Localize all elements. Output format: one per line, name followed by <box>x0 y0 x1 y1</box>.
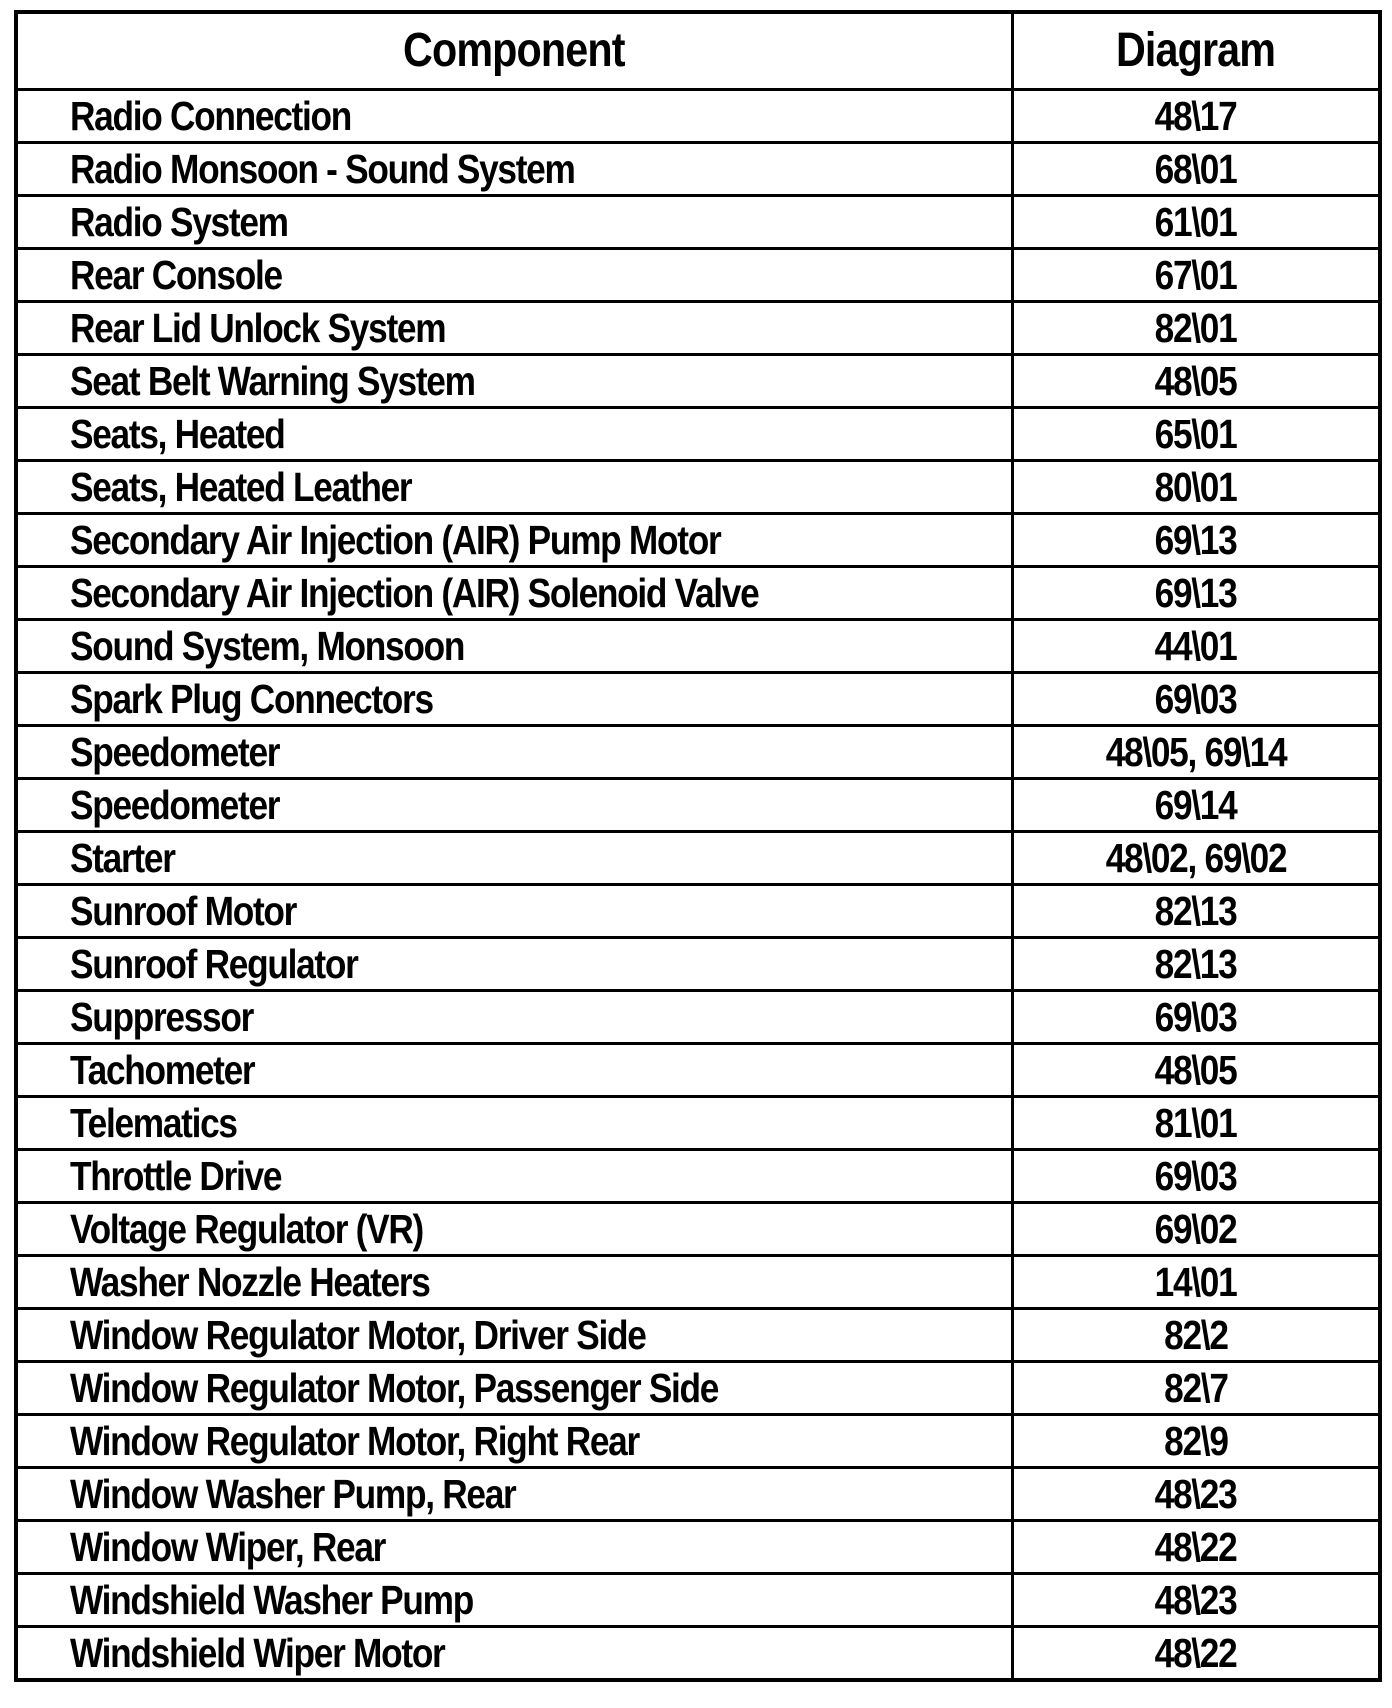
table-body <box>16 90 1380 1681</box>
diagram-cell: 48\23 <box>1012 1574 1380 1627</box>
table-row <box>16 1468 1380 1521</box>
diagram-cell: 48\05 <box>1012 355 1380 408</box>
component-cell: Window Regulator Motor, Driver Side <box>16 1309 1012 1362</box>
diagram-cell: 81\01 <box>1012 1097 1380 1150</box>
column-header-diagram: Diagram <box>1012 12 1380 90</box>
column-header-component: Component <box>16 12 1012 90</box>
component-cell: Sound System, Monsoon <box>16 620 1012 673</box>
component-cell: Telematics <box>16 1097 1012 1150</box>
diagram-cell: 69\03 <box>1012 673 1380 726</box>
diagram-cell: 48\05, 69\14 <box>1012 726 1380 779</box>
table-row <box>16 620 1380 673</box>
component-cell: Secondary Air Injection (AIR) Solenoid Valve <box>16 567 1012 620</box>
table-row <box>16 726 1380 779</box>
component-cell: Suppressor <box>16 991 1012 1044</box>
diagram-cell: 69\13 <box>1012 514 1380 567</box>
diagram-cell: 69\02 <box>1012 1203 1380 1256</box>
component-cell: Windshield Wiper Motor <box>16 1627 1012 1681</box>
diagram-cell: 67\01 <box>1012 249 1380 302</box>
component-cell: Starter <box>16 832 1012 885</box>
table-row <box>16 1362 1380 1415</box>
component-cell: Seat Belt Warning System <box>16 355 1012 408</box>
component-cell: Windshield Washer Pump <box>16 1574 1012 1627</box>
table-row <box>16 832 1380 885</box>
table-row <box>16 673 1380 726</box>
table-row <box>16 779 1380 832</box>
table-row <box>16 991 1380 1044</box>
table-row <box>16 938 1380 991</box>
diagram-cell: 82\13 <box>1012 885 1380 938</box>
table-row <box>16 90 1380 143</box>
component-cell: Spark Plug Connectors <box>16 673 1012 726</box>
table-row <box>16 302 1380 355</box>
component-cell: Window Wiper, Rear <box>16 1521 1012 1574</box>
component-cell: Voltage Regulator (VR) <box>16 1203 1012 1256</box>
diagram-cell: 14\01 <box>1012 1256 1380 1309</box>
diagram-cell: 44\01 <box>1012 620 1380 673</box>
component-cell: Radio Connection <box>16 90 1012 143</box>
diagram-cell: 82\7 <box>1012 1362 1380 1415</box>
diagram-cell: 48\22 <box>1012 1521 1380 1574</box>
table-row <box>16 1203 1380 1256</box>
table-row <box>16 1574 1380 1627</box>
diagram-cell: 48\22 <box>1012 1627 1380 1681</box>
table-row <box>16 1044 1380 1097</box>
table-row <box>16 1627 1380 1681</box>
diagram-cell: 82\2 <box>1012 1309 1380 1362</box>
diagram-cell: 82\01 <box>1012 302 1380 355</box>
table-row <box>16 1097 1380 1150</box>
table-row <box>16 408 1380 461</box>
component-cell: Rear Console <box>16 249 1012 302</box>
table-row <box>16 249 1380 302</box>
component-cell: Radio System <box>16 196 1012 249</box>
diagram-cell: 80\01 <box>1012 461 1380 514</box>
diagram-cell: 61\01 <box>1012 196 1380 249</box>
component-cell: Radio Monsoon - Sound System <box>16 143 1012 196</box>
component-cell: Sunroof Regulator <box>16 938 1012 991</box>
table-row <box>16 1256 1380 1309</box>
component-cell: Seats, Heated Leather <box>16 461 1012 514</box>
diagram-cell: 48\23 <box>1012 1468 1380 1521</box>
table-row <box>16 1415 1380 1468</box>
table-row <box>16 196 1380 249</box>
component-cell: Tachometer <box>16 1044 1012 1097</box>
component-cell: Washer Nozzle Heaters <box>16 1256 1012 1309</box>
diagram-cell: 69\03 <box>1012 991 1380 1044</box>
table-row <box>16 567 1380 620</box>
component-cell: Throttle Drive <box>16 1150 1012 1203</box>
diagram-cell: 69\14 <box>1012 779 1380 832</box>
diagram-cell: 48\02, 69\02 <box>1012 832 1380 885</box>
component-cell: Window Regulator Motor, Passenger Side <box>16 1362 1012 1415</box>
diagram-cell: 48\05 <box>1012 1044 1380 1097</box>
table-row <box>16 1309 1380 1362</box>
component-cell: Secondary Air Injection (AIR) Pump Motor <box>16 514 1012 567</box>
component-cell: Rear Lid Unlock System <box>16 302 1012 355</box>
component-cell: Window Washer Pump, Rear <box>16 1468 1012 1521</box>
component-cell: Seats, Heated <box>16 408 1012 461</box>
table-row <box>16 143 1380 196</box>
component-cell: Speedometer <box>16 779 1012 832</box>
diagram-cell: 65\01 <box>1012 408 1380 461</box>
table-row <box>16 461 1380 514</box>
component-cell: Speedometer <box>16 726 1012 779</box>
table-header-row <box>16 12 1380 90</box>
table-row <box>16 514 1380 567</box>
diagram-cell: 68\01 <box>1012 143 1380 196</box>
diagram-cell: 82\13 <box>1012 938 1380 991</box>
table-row <box>16 355 1380 408</box>
component-diagram-table <box>14 10 1382 1682</box>
diagram-cell: 48\17 <box>1012 90 1380 143</box>
diagram-cell: 69\13 <box>1012 567 1380 620</box>
component-diagram-table-container <box>14 10 1378 1682</box>
diagram-cell: 82\9 <box>1012 1415 1380 1468</box>
table-row <box>16 885 1380 938</box>
table-row <box>16 1150 1380 1203</box>
component-cell: Window Regulator Motor, Right Rear <box>16 1415 1012 1468</box>
component-cell: Sunroof Motor <box>16 885 1012 938</box>
diagram-cell: 69\03 <box>1012 1150 1380 1203</box>
table-row <box>16 1521 1380 1574</box>
